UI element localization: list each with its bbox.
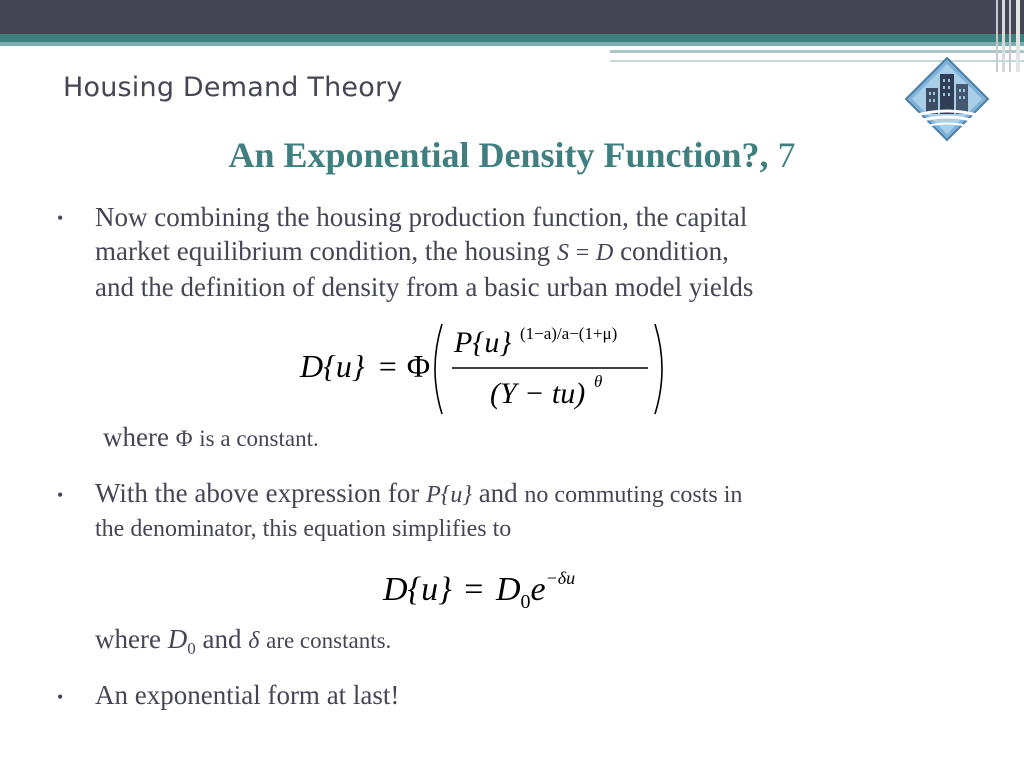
bullet-2-line-1 — [95, 476, 742, 512]
eq1-equals: = — [378, 348, 397, 384]
city-buildings-logo — [902, 54, 992, 144]
bullet-dot-icon: • — [57, 208, 64, 228]
eq1-lhs — [300, 348, 430, 385]
equals-sign: = — [575, 240, 590, 266]
bullet-dot-icon: • — [57, 485, 64, 505]
accent-band — [0, 34, 1024, 42]
slide-title — [0, 134, 1024, 176]
var-delta: δ — [248, 628, 260, 654]
where-word: where — [103, 422, 169, 452]
eq2-e: e — [530, 571, 546, 608]
eq2-exp: −δu — [545, 568, 576, 588]
where-rest: is a constant. — [199, 426, 319, 451]
eq1-lhs-text: D{u} — [300, 348, 365, 384]
phi-symbol: Φ — [175, 426, 193, 451]
accent-line — [610, 50, 1024, 53]
slide-title-text: An Exponential Density Function?, — [228, 135, 769, 175]
section-header: Housing Demand Theory — [63, 72, 403, 103]
text-span: market equilibrium condition, the housing — [95, 236, 551, 266]
slide-number: 7 — [777, 135, 796, 175]
eq1-numerator: P{u} — [454, 326, 512, 359]
text-span: no commuting costs in — [524, 482, 743, 508]
eq1-denominator: (Y − tu) — [490, 377, 586, 410]
bullet-dot-icon: • — [57, 687, 64, 707]
where-rest: are constants. — [266, 628, 392, 653]
eq2-equals: = — [464, 571, 484, 608]
eq1-exponent: (1−a)/a−(1+μ) — [520, 324, 618, 343]
eq1-phi: Φ — [406, 348, 431, 384]
var-D: D — [595, 240, 614, 266]
var-Pu: P{u} — [426, 482, 472, 508]
var-D0: D — [167, 624, 188, 654]
text-span: condition, — [620, 236, 729, 266]
eq2-lhs: D{u} — [383, 571, 452, 608]
and-word: and — [202, 624, 242, 654]
bullet-2-line-2: the denominator, this equation simplifies to — [95, 516, 512, 542]
top-bar — [0, 0, 1024, 34]
text-span: and — [478, 478, 518, 508]
bullet-1-line-3: and the definition of density from a basic urban model yields — [95, 272, 754, 302]
eq1-denominator-exp: θ — [594, 372, 603, 391]
var-S: S — [556, 240, 569, 266]
eq2-D: D — [495, 571, 521, 608]
bullet-1 — [95, 200, 753, 304]
sub-zero: 0 — [187, 639, 196, 658]
vertical-bars-decoration — [992, 0, 1024, 72]
bullet-1-line-2 — [95, 234, 753, 270]
eq2 — [383, 568, 575, 614]
bullet-3: An exponential form at last! — [95, 680, 400, 710]
where-constants-note — [95, 624, 391, 659]
eq2-sub0: 0 — [520, 591, 531, 613]
where-word: where — [95, 624, 161, 654]
text-span: With the above expression for — [95, 478, 420, 508]
bullet-1-line-1: Now combining the housing production function, the capital — [95, 202, 748, 232]
bullet-2 — [95, 476, 742, 546]
accent-band-light — [0, 42, 1024, 46]
where-phi-note — [103, 422, 319, 453]
